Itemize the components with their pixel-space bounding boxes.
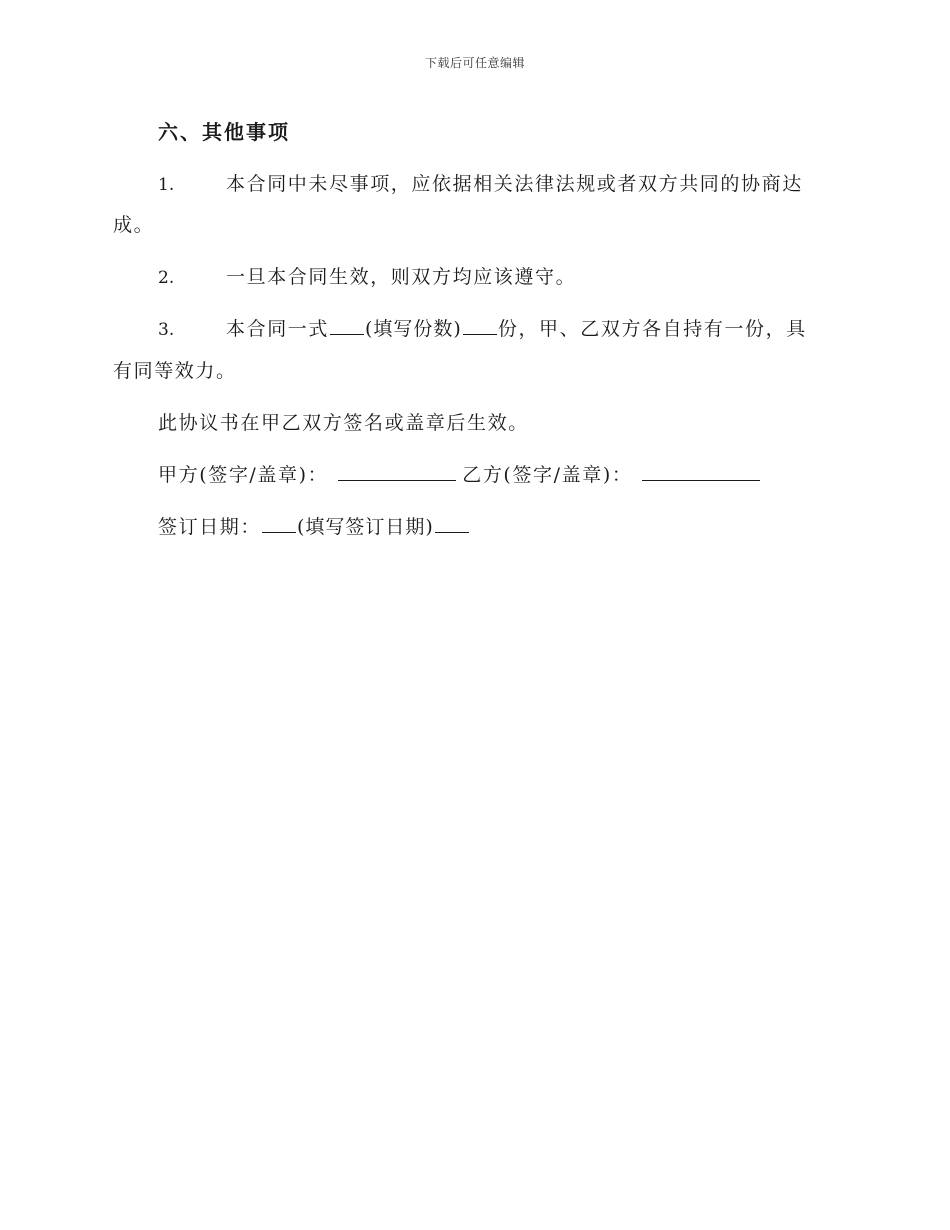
copies-hint: (填写份数) (365, 318, 462, 340)
clause-2 (158, 262, 576, 289)
signature-line (158, 460, 766, 487)
copies-blank-after (463, 316, 497, 335)
date-line (158, 512, 470, 539)
clause-2-text: 一旦本合同生效，则双方均应该遵守。 (226, 266, 577, 288)
clause-3-number: 3. (158, 320, 175, 340)
party-b-label: 乙方(签字/盖章)： (462, 464, 633, 486)
section-title: 六、其他事项 (158, 120, 290, 144)
clause-1-number: 1. (158, 175, 175, 195)
effect-statement: 此协议书在甲乙双方签名或盖章后生效。 (158, 412, 529, 434)
clause-1-text-line2: 成。 (113, 214, 155, 236)
party-a-signature-blank (338, 462, 456, 481)
page-header: 下载后可任意编辑 (424, 56, 525, 70)
clause-3-text-line2: 有同等效力。 (113, 360, 237, 382)
copies-blank-before (330, 316, 364, 335)
date-blank-before (262, 514, 296, 533)
date-blank-after (435, 514, 469, 533)
party-b-signature-blank (642, 462, 760, 481)
clause-3 (158, 314, 807, 341)
date-label: 签订日期： (158, 516, 262, 538)
clause-1 (158, 169, 803, 196)
party-a-label: 甲方(签字/盖章)： (158, 464, 329, 486)
clause-3-text-a: 本合同一式 (226, 318, 330, 340)
clause-1-text-line1: 本合同中未尽事项，应依据相关法律法规或者双方共同的协商达 (226, 173, 803, 195)
date-hint: (填写签订日期) (297, 516, 434, 538)
clause-3-text-c: 份，甲、乙双方各自持有一份，具 (497, 318, 807, 340)
clause-2-number: 2. (158, 268, 175, 288)
